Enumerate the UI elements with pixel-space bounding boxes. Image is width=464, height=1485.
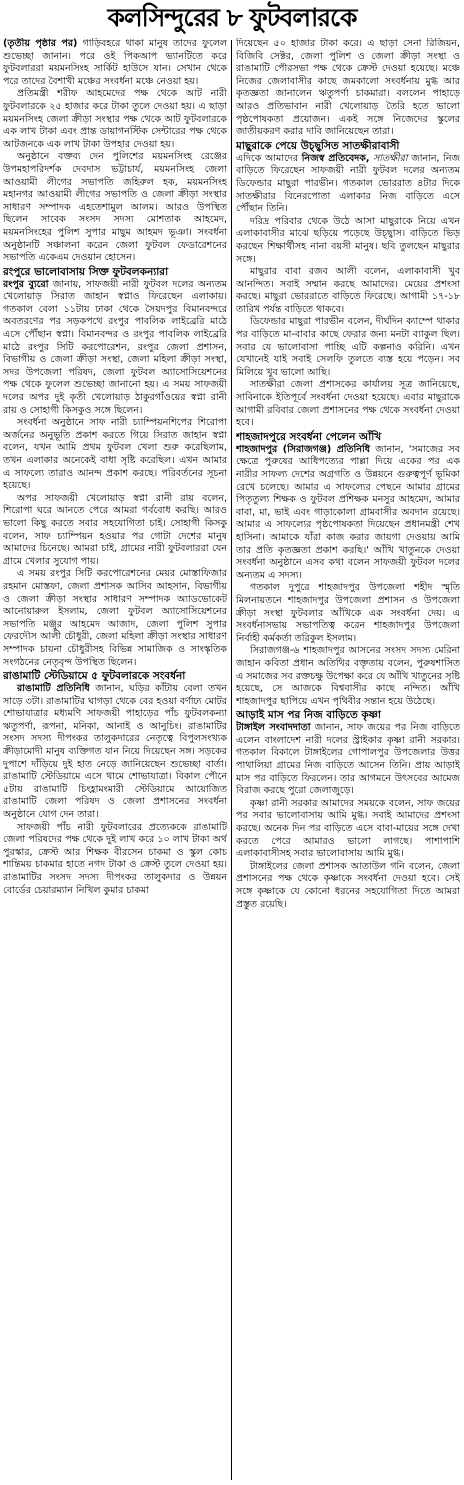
column-divider	[231, 40, 232, 1480]
right-column	[236, 38, 460, 1482]
subheading-rangamati: রাঙামাটি স্টেডিয়ামে ৫ ফুটবলারকে সংবর্ধনা	[3, 670, 186, 683]
paragraph: কৃষ্ণা রানী সরকার আমাদের সময়কে বলেন, সাফ জয়ের পর সবার ভালোবাসায় আমি মুগ্ধ। সবাই আমাদের প্রশংসা করছে। অনেক দিন পর বাড়িতে এসে বাবা-মায়ের সঙ্গে দেখা করতে পেরে আমারও ভালো লাগছে। পাশাপাশি এলাকাবাসীসহ সবার ভালোবাসায় আমি মুগ্ধ।	[236, 797, 460, 860]
paragraph-text: জানান, 'সমাজের সব ক্ষেত্রে পুরুষের আধিপত্যের পাল্লা দিয়ে একের পর এক নারীর সাফল্য দেশের অগ্রগতি ও উন্নয়নে গুরুত্বপূর্ণ ভূমিকা রেখে চলেছে। আমার এ সাফল্যের পেছনে আমার গ্রামের পিতৃতুল্য শিক্ষক ও ফুটবল প্রশিক্ষক মনসুর আহমেদ, আমার বাবা, মা, ভাই এবং গাড়াকোলা গ্রামবাসীর অবদান রয়েছে। আমার এ সাফল্যের পৃষ্ঠপোষকতা দিয়েছেন প্রধানমন্ত্রী শেখ হাসিনা। আমাকে যাঁরা কাজ করার জায়গা দেওয়ায় আমি তার প্রতি কৃতজ্ঞতা প্রকাশ করছি।' আঁখি খাতুনকে দেওয়া সংবর্ধনা অনুষ্ঠানে এসব কথা বলেন সাফজয়ী ফুটবল দলের অন্যতম এ সদস্য।	[236, 443, 460, 581]
byline: রংপুর ব্যুরো	[3, 278, 49, 290]
paragraph	[236, 153, 460, 216]
byline: রাঙামাটি প্রতিনিধি	[17, 683, 90, 695]
byline-place: সাতক্ষীরা	[369, 152, 408, 164]
paragraph-text: এদিকে আমাদের	[236, 152, 302, 164]
byline: শাহজাদপুর (সিরাজগঞ্জ) প্রতিনিধি	[236, 443, 371, 455]
subheading-rangpur: রংপুরে ভালোবাসায় সিক্ত ফুটবলকন্যারা	[3, 265, 169, 278]
paragraph: দিয়েছেন ৫০ হাজার টাকা করে। এ ছাড়া সেনা রিজিয়ন, বিজিবি সেক্টর, জেলা পুলিশ ও জেলা ক্রীড়া সংস্থা ও রাঙামাটি পৌরসভা পক্ষ থেকে ক্রেস্ট দেওয়া হয়েছে। মঞ্চে নিজের জেলাবাসীর কাছে জমকালো সংবর্ধনায় মুগ্ধ আর কৃতজ্ঞতা জানালেন ঋতুপর্ণা চাকমারা। বললেন পাহাড়ে আরও প্রতিভাবান নারী খেলোয়াড় তৈরি হতে ভালো পৃষ্ঠপোষকতা প্রয়োজন। একই সঙ্গে নিজেদের স্কুলের জাতীয়করণ করার দাবি জানিয়েছেন তারা।	[236, 38, 460, 138]
paragraph: সিরাজগঞ্জ-৬ শাহজাদপুর আসনের সংসদ সদস্য মেরিনা জাহান কবিতা প্রধান অতিথির বক্তৃতায় বলেন, পুরুষশাসিত এ সমাজের সব রক্তচক্ষু উপেক্ষা করে যে আঁখি খাতুনের সৃষ্টি হয়েছে, সে আজকে বিশ্ববাসীর কাছে নন্দিত। আঁখি শাহজাদপুর ছাপিয়ে এখন পৃথিবীর সন্তান হয়ে উঠেছে।	[236, 645, 460, 707]
subheading-satkhira: মাছুরাকে পেয়ে উচ্ছ্বসিত সাতক্ষীরাবাসী	[236, 139, 400, 152]
paragraph	[3, 38, 227, 88]
headline: কলসিন্দুরের ৮ ফুটবলারকে	[107, 3, 357, 32]
paragraph-text: জানান, নিজ বাড়িতে ফিরেছেন সাফজয়ী নারী ফুটবল দলের অন্যতম ডিফেন্ডার মাছুরা পারভীন। গতকাল ভোররাত ৪টার দিকে সাতক্ষীরার বিনেরপোতা এলাকার নিজ বাড়িতে এসে পৌঁছান তিনি।	[236, 152, 460, 215]
paragraph: প্রতিমন্ত্রী শরীফ আহমেদের পক্ষ থেকে আট নারী ফুটবলারকে ২৫ হাজার করে টাকা তুলে দেওয়া হয়। এ ছাড়া ময়মনসিংহ জেলা ক্রীড়া সংস্থার পক্ষ থেকে আট ফুটবলারকে এক লাখ টাকা এবং প্রান্ত ডায়াগনস্টিক সেন্টারের পক্ষ থেকে আটজনকে এক লাখ টাকা উপহার দেওয়া হয়।	[3, 88, 227, 150]
byline: টাঙ্গাইল সংবাদদাতা	[236, 722, 311, 734]
paragraph-text: জানান, সাফ জয়ের পর নিজ বাড়িতে এলেন বাংলাদেশ নারী দলের স্ট্রাইকার কৃষ্ণা রানী সরকার। গতকাল বিকালে টাঙ্গাইলের গোপালপুর উপজেলার উত্তর পাথালিয়া গ্রামের নিজ বাড়িতে আসেন তিনি। প্রায় আড়াই মাস পর বাড়িতে ফিরলেন। তার আগমনে উৎসবের আমেজ বিরাজ করছে পুরো জেলাজুড়ে।	[236, 722, 460, 797]
paragraph: ডিফেন্ডার মাছুরা পারভীন বলেন, দীর্ঘদিন ক্যাম্পে থাকার পর বাড়িতে মা-বাবার কাছে ফেরার জন্য মনটা ব্যাকুল ছিল। সবার যে ভালোবাসা পাচ্ছি এটি কল্পনাও করিনি। এখন যেখানেই যাই সবাই সেলফি তুলতে ব্যস্ত হয়ে পড়েন। সব মিলিয়ে খুব ভালো আছি।	[236, 316, 460, 378]
byline: নিজস্ব প্রতিবেদক,	[301, 152, 370, 164]
paragraph: দরিদ্র পরিবার থেকে উঠে আসা মাছুরাকে নিয়ে এখন এলাকাবাসীর মাঝে ছড়িয়ে পড়েছে উচ্ছ্বাস। বাড়িতে ভিড় করছেন শিক্ষার্থীসহ নানা বয়সী মানুষ। ছবি তুলছেন মাছুরার সঙ্গে।	[236, 215, 460, 265]
paragraph: সংবর্ধনা অনুষ্ঠানে সাফ নারী চ্যাম্পিয়নশিপের শিরোপা অর্জনের অনুভূতি প্রকাশ করতে গিয়ে সিরাত জাহান স্বপ্না বলেন, যখন আমি প্রথম ফুটবল খেলা শুরু করেছিলাম, তখন এলাকার অনেকেই বাধা সৃষ্টি করেছিল। এখন আমার এ সাফল্যে তারাও আনন্দ প্রকাশ করছে। পরিবর্তনের সূচনা হয়েছে।	[3, 417, 227, 492]
paragraph-text: জানায়, সাফজয়ী নারী ফুটবল দলের অন্যতম খেলোয়াড় সিরাত জাহান স্বপ্নাও ফিরেছেন এলাকায়। গতকাল বেলা ১১টায় ঢাকা থেকে সৈয়দপুর বিমানবন্দরে অবতরণের পর সড়কপথে রংপুর পাবলিক লাইব্রেরি মাঠে এসে পৌঁছান স্বপ্না। বিমানবন্দর ও রংপুর পাবলিক লাইব্রেরি মাঠে রংপুর সিটি করপোরেশন, রংপুর জেলা প্রশাসন, বিভাগীয় ও জেলা ক্রীড়া সংস্থা, জেলা মহিলা ক্রীড়া সংস্থা, সদর উপজেলা পরিষদ, জেলা ফুটবল অ্যাসোসিয়েশনের পক্ষ থেকে ফুলেল শুভেচ্ছা জানানো হয়। এ সময় সাফজয়ী দলের অপর দুই কৃতী খেলোয়াড় ঠাকুরগাঁওয়ের স্বপ্না রানী রায় ও সোহাগী কিসকুও সঙ্গে ছিলেন।	[3, 278, 227, 416]
paragraph-text: জানান, ঘড়ির কাঁটায় বেলা তখন সাড়ে ৩টা। রাঙামাটির ঘাগড়া থেকে বের হওয়া বর্ণাঢ্য মোটর শোভাযাত্রার মধ্যমণি সাফজয়ী পাহাড়ের পাঁচ ফুটবলকন্যা ঋতুপর্ণা, রূপনা, মনিকা, আনাই ও আনুচিং। রাঙামাটির সংসদ সদস্য দীপংকর তালুকদারের নেতৃত্বে বিপুলসংখ্যক ক্রীড়ামোদী মানুষ ব্যক্তিগত যান নিয়ে দিয়েছেন সঙ্গ। সড়কের দুপাশে দাঁড়িয়ে দুই হাত নেড়ে জানিয়েছেন শুভেচ্ছা বার্তা। রাঙামাটি স্টেডিয়ামে এসে থামে শোভাযাত্রা। বিকাল পৌনে ৫টায় রাঙামাটি চিংহ্লামংমারী স্টেডিয়ামে আয়োজিত রাঙামাটি জেলা পরিষদ ও জেলা প্রশাসনের সংবর্ধনা অনুষ্ঠানে যোগ দেন তারা।	[3, 683, 227, 821]
paragraph	[236, 444, 460, 583]
paragraph: এ সময় রংপুর সিটি করপোরেশনের মেয়র মোস্তাফিজার রহমান মোস্তফা, জেলা প্রশাসক আসিব আহসান, বিভাগীয় ও জেলা ক্রীড়া সংস্থার সাধারণ সম্পাদক অ্যাডভোকেট আনোয়ারুল ইসলাম, জেলা ফুটবল অ্যাসোসিয়েশনের সভাপতি মঞ্জুর আহমেদ আজাদ, জেলা পুলিশ সুপার ফেরদৌস আলী চৌধুরী, জেলা মহিলা ক্রীড়া সংস্থার সাধারণ সম্পাদক চায়না চৌধুরীসহ বিভিন্ন সামাজিক ও সাংস্কৃতিক সংগঠনের নেতৃবৃন্দ উপস্থিত ছিলেন।	[3, 568, 227, 668]
subheading-tangail: আড়াই মাস পর নিজ বাড়িতে কৃষ্ণা	[236, 709, 381, 722]
paragraph: অনুষ্ঠানে বক্তব্য দেন পুলিশের ময়মনসিংহ রেঞ্জের উপমহাপরিদর্শক দেবদাস ভট্টাচার্য, ময়মনসিংহ জেলা আওয়ামী লীগের সভাপতি জহিরুল হক, ময়মনসিংহ মহানগর আওয়ামী লীগের সভাপতি ও জেলা ক্রীড়া সংস্থার সাধারণ সম্পাদক এহতেশামুল আলম। আরও উপস্থিত ছিলেন সাবেক সংসদ সদস্য মোশতাক আহমেদ, ময়মনসিংহের পুলিশ সুপার মাছুম আহমদ ভূঞা। সংবর্ধনা অনুষ্ঠানটি সঞ্চালনা করেন জেলা ফুটবল ফেডারেশনের সভাপতি একেএম দেওয়ান হোসেন।	[3, 151, 227, 264]
paragraph	[3, 279, 227, 418]
paragraph: অপর সাফজয়ী খেলোয়াড় স্বপ্না রানী রায় বলেন, শিরোপা ঘরে আনতে পেরে আমরা গর্ববোধ করছি। আরও ভালো কিছু করতে সবার সহযোগিতা চাই। সোহাগী কিসকু বলেন, সাফ চ্যাম্পিয়ন হওয়ার পর গোটা দেশের মানুষ আমাদের চিনেছে। আমরা চাই, গ্রামের নারী ফুটবলাররা যেন গ্রামে খেলার সুযোগ পায়।	[3, 492, 227, 567]
paragraph: মাছুরার বাবা রজব আলী বলেন, এলাকাবাসী খুব আনন্দিত। সবাই সম্মান করছে আমাদের। মেয়ের প্রশংসা করছে। মাছুরা ভোররাতে বাড়িতে ফিরেছে। আগামী ১৭-১৮ তারিখ পর্যন্ত বাড়িতে থাকবে।	[236, 266, 460, 315]
paragraph: সাতক্ষীরা জেলা প্রশাসকের কার্যালয় সূত্র জানিয়েছে, সাবিনাকে ইতিপূর্বে সংবর্ধনা দেওয়া হয়েছে। এবার মাছুরাকে আগামী রবিবার জেলা প্রশাসনের পক্ষ থেকে সংবর্ধনা দেওয়া হবে।	[236, 379, 460, 429]
left-column	[3, 38, 227, 1482]
paragraph	[236, 722, 460, 798]
paragraph: সাফজয়ী পাঁচ নারী ফুটবলারের প্রত্যেককে রাঙামাটি জেলা পরিষদের পক্ষ থেকে দুই লাখ করে ১০ লাখ টাকা অর্থ পুরস্কার, ক্রেস্ট আর শিক্ষক বীরসেন চাকমা ও স্কুল কোচ শান্তিময় চাকমার হাতে নগদ টাকা ও ক্রেস্ট তুলে দেওয়া হয়। রাঙামাটির সংসদ সদস্য দীপংকর তালুকদার ও উন্নয়ন বোর্ডের চেয়ারম্যান নিখিল কুমার চাকমা	[3, 821, 227, 896]
continued-label: (তৃতীয় পৃষ্ঠার পর)	[3, 38, 78, 49]
paragraph	[3, 683, 227, 822]
paragraph-text: গাড়িবহরে থাকা মানুষ তাদের ফুলেল শুভেচ্ছা জানান। পরে ওই পিকআপ ভ্যানটিতে করে ফুটবলাররা ময়মনসিংহ সার্কিট হাউসে যান। সেখান থেকে পরে তাদের বৈশাখী মঞ্চের সংবর্ধনা মঞ্চে নেওয়া হয়।	[3, 38, 227, 87]
paragraph: গতকাল দুপুরে শাহজাদপুর উপজেলা শহীদ স্মৃতি মিলনায়তনে শাহজাদপুর উপজেলা প্রশাসন ও উপজেলা ক্রীড়া সংস্থা ফুটবলার আঁখিকে এক সংবর্ধনা দেয়। এ সংবর্ধনাসভায় সভাপতিত্ব করেন শাহজাদপুর উপজেলা নির্বাহী কর্মকর্তা তরিকুল ইসলাম।	[236, 582, 460, 644]
subheading-shahjadpur: শাহজাদপুরে সংবর্ধনা পেলেন আঁখি	[236, 430, 382, 443]
paragraph: টাঙ্গাইলের জেলা প্রশাসক আতাউল গনি বলেন, জেলা প্রশাসনের পক্ষ থেকে কৃষ্ণাকে সংবর্ধনা দেওয়া হবে। সেই সঙ্গে কৃষ্ণাকে যে কোনো ধরনের সহযোগিতা দিতে আমরা প্রস্তুত রয়েছি।	[236, 860, 460, 910]
